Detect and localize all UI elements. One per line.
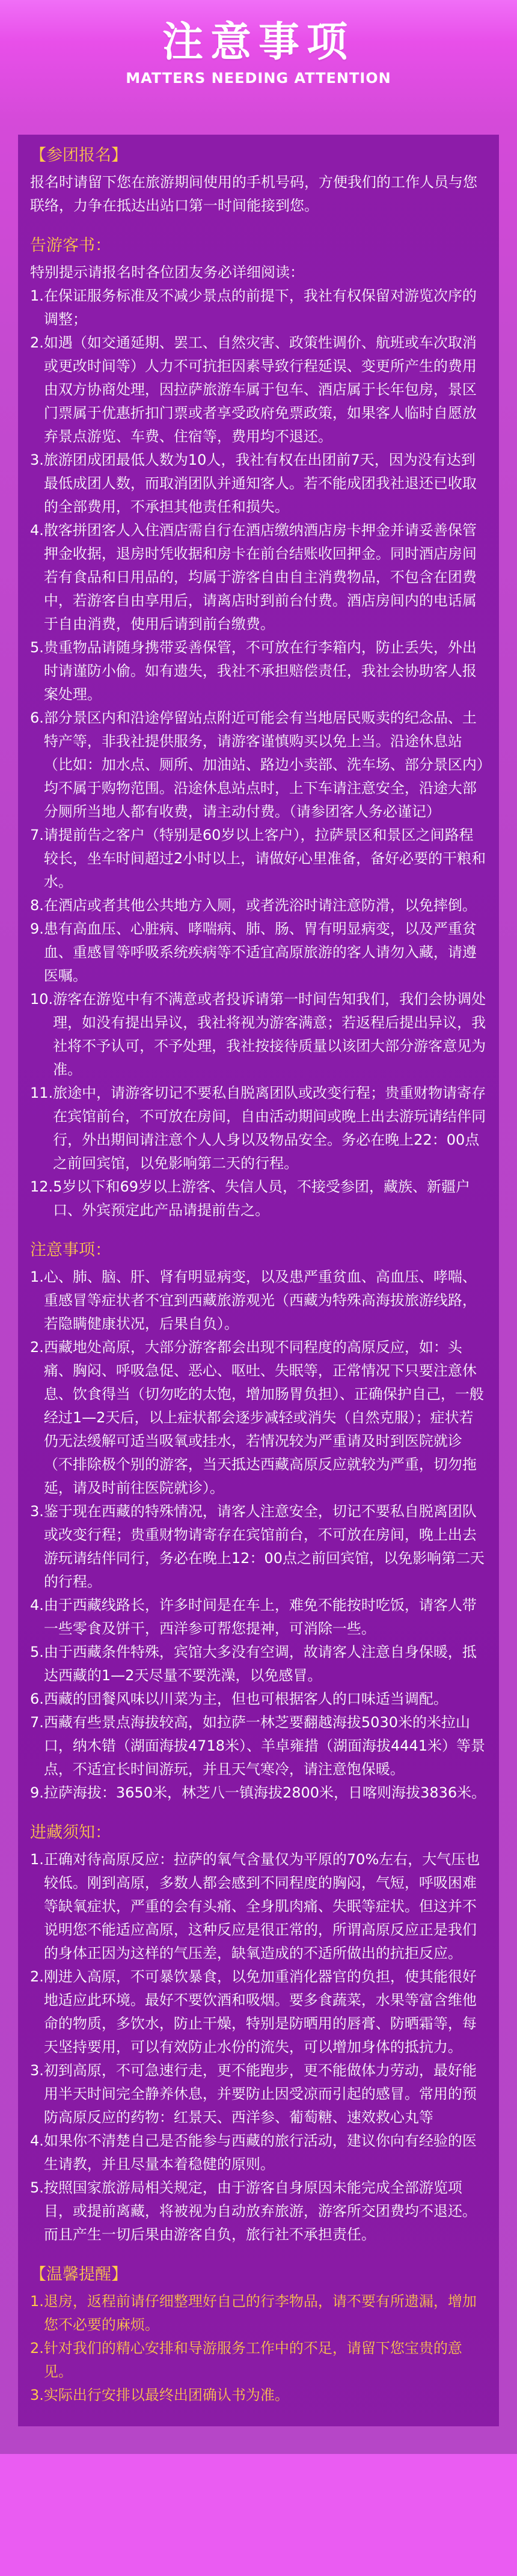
list-item-text: 刚进入高原，不可暴饮暴食，以免加重消化器官的负担，使其能很好地适应此环境。最好不要饮酒和吸烟。要多食蔬菜，水果等富含维他命的物质，多饮水，防止干燥，特别是防晒用的唇膏、防晒霜等，每天坚持要用，可以有效防止水份的流失，可以增加身体的抵抗力。 — [43, 1968, 477, 2055]
list-item — [30, 988, 487, 1081]
list-item-text: 5岁以下和69岁以上游客、失信人员，不接受参团，藏族、新疆户口、外宾预定此产品请提前告之。 — [53, 1178, 470, 1219]
list-item-text: 由于西藏条件特殊，宾馆大多没有空调，故请客人注意自身保暖，抵达西藏的1—2天尽量不要洗澡，以免感冒。 — [43, 1644, 477, 1684]
list-item — [30, 1594, 487, 1641]
section-gap — [30, 218, 487, 226]
list-item-text: 报名时请留下您在旅游期间使用的手机号码，方便我们的工作人员与您联络，力争在抵达出站口第一时间能接到您。 — [30, 174, 477, 214]
list-item — [30, 706, 487, 824]
list-item — [30, 824, 487, 894]
list-item-number: 12. — [30, 1178, 54, 1195]
list-item-text: 旅途中，请游客切记不要私自脱离团队或改变行程；贵重财物请寄存在宾馆前台，不可放在房间，自由活动期间或晚上出去游玩请结伴同行，外出期间请注意个人人身以及物品安全。务必在晚上22：00点之前回宾馆，以免影响第二天的行程。 — [53, 1085, 486, 1172]
section-title: 【参团报名】 — [30, 146, 127, 165]
list-item-number: 3. — [30, 451, 44, 468]
list-item-text: 散客拼团客人入住酒店需自行在酒店缴纳酒店房卡押金并请妥善保管押金收据，退房时凭收据和房卡在前台结账收回押金。同时酒店房间若有食品和日用品的，均属于游客自由自主消费物品，不包含在团费中，若游客自由享用后，请离店时到前台付费。酒店房间内的电话属于自由消费，使用后请到前台缴费。 — [43, 522, 477, 632]
list-item-text: 特别提示请报名时各位团友务必详细阅读： — [30, 264, 304, 281]
section-title: 【温馨提醒】 — [30, 2265, 127, 2284]
list-item — [30, 2290, 487, 2337]
list-item — [30, 1965, 487, 2059]
list-item-text: 在酒店或者其他公共地方入厕，或者洗浴时请注意防滑，以免摔倒。 — [43, 897, 477, 914]
list-item-text: 旅游团成团最低人数为10人，我社有权在出团前7天，因为没有达到最低成团人数，而取消团队并通知客人。若不能成团我社退还已收取的全部费用，不承担其他责任和损失。 — [43, 451, 477, 515]
list-item — [30, 448, 487, 519]
list-item — [30, 1175, 487, 1222]
list-item — [30, 2129, 487, 2176]
list-item — [30, 331, 487, 448]
list-item-text: 由于西藏线路长，许多时间是在车上，难免不能按时吃饭，请客人带一些零食及饼干，西洋参可帮您提神，可消除一些。 — [43, 1597, 477, 1637]
list-item-text: 部分景区内和沿途停留站点附近可能会有当地居民贩卖的纪念品、土特产等，非我社提供服务，请游客谨慎购买以免上当。沿途休息站（比如：加水点、厕所、加油站、路边小卖部、洗车场、部分景区内）均不属于购物范围。沿途休息站点时，上下车请注意安全，沿途大部分厕所当地人都有收费，请主动付费。（请参团客人务必谨记） — [43, 709, 484, 820]
list-item-text: 初到高原，不可急速行走，更不能跑步，更不能做体力劳动，最好能用半天时间完全静养休息，并要防止因受凉而引起的感冒。常用的预防高原反应的药物：红景天、西洋参、葡萄糖、速效救心丸等 — [43, 2062, 477, 2126]
list-item-number: 2. — [30, 2340, 44, 2357]
list-item — [30, 2384, 487, 2407]
list-item-number: 3. — [30, 2387, 44, 2403]
list-item-number: 7. — [30, 1714, 44, 1731]
list-item — [30, 1081, 487, 1175]
list-item — [30, 1336, 487, 1500]
list-item-text: 如遇（如交通延期、罢工、自然灾害、政策性调价、航班或车次取消或更改时间等）人力不可抗拒因素导致行程延误、变更所产生的费用由双方协商处理，因拉萨旅游车属于包车、酒店属于长年包房，景区门票属于优惠折扣门票或者享受政府免票政策，如果客人临时自愿放弃景点游览、车费、住宿等，费用均不退还。 — [43, 334, 477, 445]
list-item-number: 5. — [30, 1644, 44, 1660]
list-item — [30, 261, 487, 284]
list-item-number: 5. — [30, 639, 44, 656]
list-item-text: 请提前告之客户（特别是60岁以上客户），拉萨景区和景区之间路程较长，坐车时间超过2小时以上，请做好心里准备，备好必要的干粮和水。 — [43, 827, 486, 890]
list-item — [30, 2059, 487, 2129]
list-item-text: 西藏有些景点海拔较高，如拉萨一林芝要翻越海拔5030米的米拉山口，纳木错（湖面海拔4718米）、羊卓雍措（湖面海拔4441米）等景点，不适宜长时间游玩，并且天气寒冷，请注意饱保暖。 — [43, 1714, 486, 1778]
list-item-number: 6. — [30, 709, 44, 726]
list-item — [30, 284, 487, 331]
list-item-number: 2. — [30, 1968, 44, 1985]
list-item — [30, 1641, 487, 1687]
section-title: 告游客书： — [30, 236, 111, 255]
list-item — [30, 894, 487, 917]
list-item-number: 9. — [30, 920, 44, 937]
list-item-text: 按照国家旅游局相关规定，由于游客自身原因未能完成全部游览项目，或提前离藏，将被视为自动放弃旅游，游客所交团费均不退还。而且产生一切后果由游客自负，旅行社不承担责任。 — [43, 2179, 477, 2243]
list-item — [30, 917, 487, 988]
section-title: 注意事项： — [30, 1241, 111, 1259]
list-item — [30, 1687, 487, 1711]
section-gap — [30, 2247, 487, 2255]
list-item-number: 4. — [30, 522, 44, 539]
list-item-text: 心、肺、脑、肝、肾有明显病变，以及患严重贫血、高血压、哮喘、重感冒等症状者不宜到西藏旅游观光（西藏为特殊高海拔旅游线路，若隐瞒健康状况，后果自负）。 — [43, 1268, 477, 1332]
list-item — [30, 1848, 487, 1965]
list-item-number: 10. — [30, 991, 54, 1008]
list-item-number: 9. — [30, 1784, 44, 1801]
section-gap — [30, 1805, 487, 1813]
list-item-number: 1. — [30, 1268, 44, 1285]
list-item-number: 2. — [30, 1339, 44, 1356]
list-item — [30, 2176, 487, 2247]
list-item-number: 3. — [30, 2062, 44, 2079]
list-item-text: 实际出行安排以最终出团确认书为准。 — [43, 2387, 289, 2403]
header — [0, 17, 517, 88]
list-item — [30, 1781, 487, 1805]
list-item-number: 2. — [30, 334, 44, 351]
list-item-number: 1. — [30, 287, 44, 304]
list-item-number: 4. — [30, 1597, 44, 1614]
list-item — [30, 519, 487, 636]
list-item — [30, 171, 487, 218]
page-subtitle: MATTERS NEEDING ATTENTION — [126, 70, 391, 87]
page-title: 注意事项 — [162, 19, 355, 66]
list-item-text: 患有高血压、心脏病、哮喘病、肺、肠、胃有明显病变，以及严重贫血、重感冒等呼吸系统疾病等不适宜高原旅游的客人请勿入藏，请遵医嘱。 — [43, 920, 477, 984]
list-item — [30, 1711, 487, 1781]
list-item-text: 正确对待高原反应：拉萨的氧气含量仅为平原的70%左右，大气压也较低。刚到高原，多数人都会感到不同程度的胸闷，气短，呼吸困难等缺氧症状，严重的会有头痛、全身肌肉痛、失眠等症状。但这并不说明您不能适应高原，这种反应是很正常的，所谓高原反应正是我们的身体正因为这样的气压差，缺氧造成的不适所做出的抗拒反应。 — [43, 1851, 480, 1962]
list-item — [30, 1500, 487, 1594]
list-item-text: 西藏的団餐风味以川菜为主，但也可根据客人的口味适当调配。 — [43, 1690, 448, 1707]
section-gap — [30, 2407, 487, 2415]
list-item — [30, 636, 487, 706]
list-item-text: 针对我们的精心安排和导游服务工作中的不足，请留下您宝贵的意见。 — [43, 2340, 462, 2380]
list-item-text: 在保证服务标准及不减少景点的前提下，我社有权保留对游览次序的调整； — [43, 287, 477, 328]
list-item-number: 6. — [30, 1690, 44, 1707]
list-item-number: 1. — [30, 1851, 44, 1868]
list-item-number: 5. — [30, 2179, 44, 2196]
list-item-number: 1. — [30, 2293, 44, 2310]
section-title: 进藏须知： — [30, 1823, 111, 1842]
list-item-number: 8. — [30, 897, 44, 914]
list-item — [30, 2337, 487, 2384]
list-item-text: 退房，返程前请仔细整理好自己的行李物品，请不要有所遗漏，增加您不必要的麻烦。 — [43, 2293, 477, 2333]
list-item-number: 7. — [30, 827, 44, 843]
list-item-text: 西藏地处高原，大部分游客都会出现不同程度的高原反应，如：头痛、胸闷、呼吸急促、恶心、呕吐、失眠等，正常情况下只要注意休息、饮食得当（切勿吃的太饱，增加肠胃负担）、正确保护自己，一般经过1—2天后，以上症状都会逐步减轻或消失（自然克服）；症状若仍无法缓解可适当吸氧或挂水，若情况较为严重请及时到医院就诊（不排除极个别的游客，当天抵达西藏高原反应就较为严重，切勿拖延，请及时前往医院就诊）。 — [43, 1339, 484, 1496]
list-item-text: 拉萨海拔：3650米，林芝八一镇海拔2800米，日喀则海拔3836米。 — [43, 1784, 486, 1801]
list-item-number: 3. — [30, 1503, 44, 1520]
list-item-number: 4. — [30, 2132, 44, 2149]
list-item-text: 如果你不清楚自己是否能参与西藏的旅行活动，建议你向有经验的医生请教，并且尽量本着稳健的原则。 — [43, 2132, 477, 2173]
section-gap — [30, 1222, 487, 1231]
list-item-text: 贵重物品请随身携带妥善保管，不可放在行李箱内，防止丢失，外出时请谨防小偷。如有遗失，我社不承担赔偿责任，我社会协助客人报案处理。 — [43, 639, 477, 703]
list-item-text: 鉴于现在西藏的特殊情况，请客人注意安全，切记不要私自脱离团队或改变行程；贵重财物请寄存在宾馆前台，不可放在房间，晚上出去游玩请结伴同行，务必在晚上12：00点之前回宾馆，以免影响第二天的行程。 — [43, 1503, 485, 1590]
list-item-number: 11. — [30, 1085, 54, 1101]
list-item — [30, 1265, 487, 1336]
list-item-text: 游客在游览中有不满意或者投诉请第一时间告知我们，我们会协调处理，如没有提出异议，我社将视为游客满意；若返程后提出异议，我社将不予认可，不予处理，我社按接待质量以该团大部分游客意见为准。 — [53, 991, 486, 1078]
content-panel — [18, 135, 499, 2426]
